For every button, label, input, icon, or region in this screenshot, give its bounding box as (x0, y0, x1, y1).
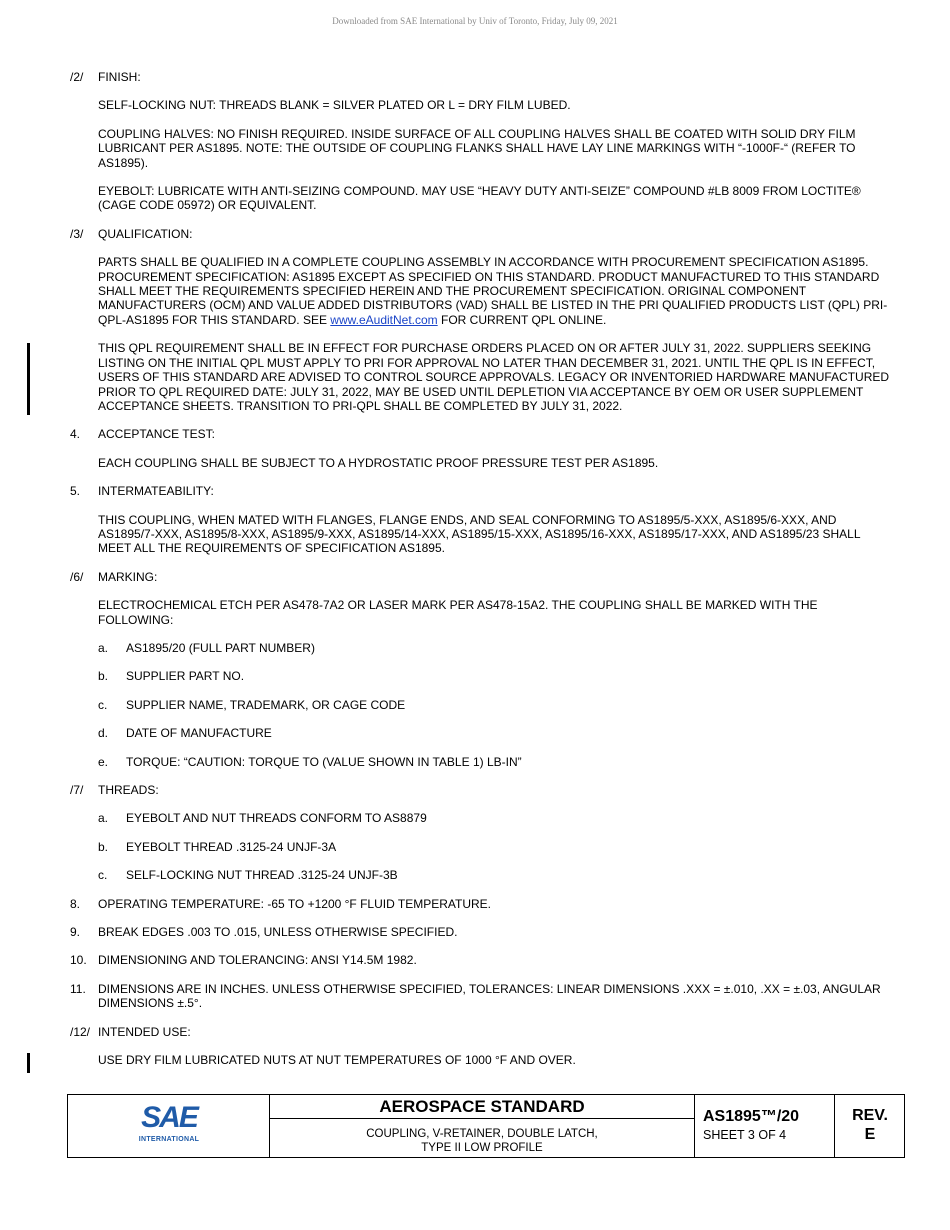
revision-label: REV. (852, 1107, 888, 1124)
note-paragraph: COUPLING HALVES: NO FINISH REQUIRED. INSIDE SURFACE OF ALL COUPLING HALVES SHALL BE COATED WITH SOLID DRY FILM LUBRICANT PER AS1895. NOTE: THE OUTSIDE OF COUPLING FLANKS SHALL HAVE LAY LINE MARKINGS WITH “-1000F-“ (REFER TO AS1895). (98, 126, 856, 170)
document-number-cell (695, 1095, 835, 1157)
note-number: /3/ (70, 226, 84, 241)
list-text: DATE OF MANUFACTURE (126, 726, 272, 741)
list-letter: b. (98, 669, 109, 684)
logo-text: SAE (141, 1101, 197, 1131)
list-item (98, 726, 890, 740)
note-number: 11. (70, 981, 86, 996)
list-text: AS1895/20 (FULL PART NUMBER) (126, 640, 315, 655)
list-text: SELF-LOCKING NUT THREAD .3125-24 UNJF-3B (126, 868, 398, 883)
note-paragraph: ELECTROCHEMICAL ETCH PER AS478-7A2 OR LASER MARK PER AS478-15A2. THE COUPLING SHALL BE MARKED WITH THE FOLLOWING: (98, 598, 818, 627)
document-title (270, 1119, 694, 1155)
note-acceptance-test (70, 427, 890, 470)
note-threads (70, 783, 890, 883)
list-text: SUPPLIER PART NO. (126, 669, 245, 684)
note-number: 9. (70, 925, 81, 940)
note-finish (70, 70, 890, 213)
note-break-edges (70, 925, 890, 939)
download-notice: Downloaded from SAE International by Univ of Toronto, Friday, July 09, 2021 (332, 16, 618, 26)
qualification-text: FOR CURRENT QPL ONLINE. (437, 312, 607, 327)
standard-type: AEROSPACE STANDARD (270, 1095, 694, 1119)
note-qualification (70, 227, 890, 413)
note-title: INTERMATEABILITY: (98, 484, 214, 499)
list-item (98, 641, 890, 655)
list-item (98, 811, 890, 825)
note-title: THREADS: (98, 783, 159, 797)
note-dimensioning (70, 953, 890, 967)
qualification-text: PARTS SHALL BE QUALIFIED IN A COMPLETE COUPLING ASSEMBLY IN ACCORDANCE WITH PROCUREMENT SPECIFICATION AS1895. PROCUREMENT SPECIFICATION: AS1895 EXCEPT AS SPECIFIED ON THIS STANDARD. PRODUCT MANUFACTURED TO THIS STANDARD SHALL MEET THE REQUIREMENTS SPECIFIED HEREIN AND THE PROCUREMENT SPECIFICATION. ORIGINAL COMPONENT MANUFACTURERS (OCM) AND VALUE ADDED DISTRIBUTORS (VAD) SHALL BE LISTED IN THE PRI QUALIFIED PRODUCTS LIST (QPL) PRI-QPL-AS1895 FOR THIS STANDARD. SEE (98, 255, 888, 327)
list-text: TORQUE: “CAUTION: TORQUE TO (VALUE SHOWN IN TABLE 1) LB-IN” (126, 754, 522, 769)
note-paragraph (98, 255, 890, 327)
note-number: /7/ (70, 783, 84, 797)
note-title: FINISH: (98, 70, 141, 84)
note-title: DIMENSIONING AND TOLERANCING: ANSI Y14.5M 1982. (98, 953, 417, 968)
note-number: /12/ (70, 1024, 91, 1039)
note-title: OPERATING TEMPERATURE: -65 TO +1200 °F FLUID TEMPERATURE. (98, 896, 491, 911)
revision-bar (27, 343, 30, 415)
list-item (98, 868, 890, 882)
note-paragraph: EYEBOLT: LUBRICATE WITH ANTI-SEIZING COMPOUND. MAY USE “HEAVY DUTY ANTI-SEIZE” COMPOUND #LB 8009 FROM LOCTITE® (CAGE CODE 05972) OR EQUIVALENT. (98, 184, 861, 213)
title-block (67, 1094, 905, 1158)
list-letter: c. (98, 868, 108, 883)
sheet-number: SHEET 3 OF 4 (703, 1128, 787, 1142)
note-number: 8. (70, 896, 81, 911)
list-item (98, 698, 890, 712)
notes-body (70, 70, 890, 1067)
logo-subtitle: INTERNATIONAL (138, 1136, 200, 1143)
revision-value: E (864, 1126, 876, 1143)
title-cell (270, 1095, 695, 1157)
title-line: TYPE II LOW PROFILE (421, 1142, 543, 1154)
sae-logo (136, 1101, 202, 1143)
list-letter: b. (98, 839, 109, 854)
note-number: /2/ (70, 70, 84, 84)
list-letter: e. (98, 754, 109, 769)
note-number: 10. (70, 953, 87, 968)
note-title: MARKING: (98, 569, 158, 584)
list-item (98, 840, 890, 854)
list-letter: d. (98, 726, 109, 741)
note-title: QUALIFICATION: (98, 226, 193, 241)
note-intermateability (70, 484, 890, 556)
note-number: /6/ (70, 569, 84, 584)
note-paragraph: SELF-LOCKING NUT: THREADS BLANK = SILVER PLATED OR L = DRY FILM LUBED. (98, 98, 571, 113)
note-number: 4. (70, 427, 81, 442)
note-title: ACCEPTANCE TEST: (98, 427, 215, 442)
note-operating-temperature (70, 897, 890, 911)
list-text: EYEBOLT AND NUT THREADS CONFORM TO AS8879 (126, 811, 427, 826)
note-paragraph: THIS QPL REQUIREMENT SHALL BE IN EFFECT FOR PURCHASE ORDERS PLACED ON OR AFTER JULY 31, 2022. SUPPLIERS SEEKING LISTING ON THE INITIAL QPL MUST APPLY TO PRI FOR APPROVAL NO LATER THAN DECEMBER 31, 2021. UNTIL THE QPL IS IN EFFECT, USERS OF THIS STANDARD ARE ADVISED TO CONTROL SOURCE APPROVALS. LEGACY OR INVENTORIED HARDWARE MANUFACTURED PRIOR TO QPL REQUIRED DATE: JULY 31, 2022, MAY BE USED UNTIL DEPLETION VIA ACCEPTANCE BY OEM OR USER SUPPLEMENT ACCEPTANCE SHEETS. TRANSITION TO PRI-QPL SHALL BE COMPLETED BY JULY 31, 2022. (98, 341, 890, 413)
threads-list (98, 811, 890, 882)
list-item (98, 669, 890, 683)
marking-list (98, 641, 890, 769)
eauditnet-link[interactable]: www.eAuditNet.com (330, 312, 438, 327)
list-letter: a. (98, 811, 109, 826)
revision-cell (835, 1095, 905, 1157)
note-paragraph: THIS COUPLING, WHEN MATED WITH FLANGES, FLANGE ENDS, AND SEAL CONFORMING TO AS1895/5-XXX, AS1895/6-XXX, AND AS1895/7-XXX, AS1895/8-XXX, AS1895/9-XXX, AS1895/14-XXX, AS1895/15-XXX, AS1895/16-XXX, AS1895/17-XXX, AND AS1895/23 SHALL MEET ALL THE REQUIREMENTS OF SPECIFICATION AS1895. (98, 512, 861, 556)
list-item (98, 755, 890, 769)
note-dimensions (70, 982, 890, 1011)
logo-cell (68, 1095, 270, 1157)
title-line: COUPLING, V-RETAINER, DOUBLE LATCH, (366, 1128, 598, 1140)
list-text: SUPPLIER NAME, TRADEMARK, OR CAGE CODE (126, 697, 406, 712)
list-text: EYEBOLT THREAD .3125-24 UNJF-3A (126, 839, 337, 854)
revision (835, 1095, 905, 1144)
list-letter: c. (98, 697, 108, 712)
note-title: BREAK EDGES .003 TO .015, UNLESS OTHERWISE SPECIFIED. (98, 925, 458, 940)
note-title: INTENDED USE: (98, 1024, 191, 1039)
note-title: DIMENSIONS ARE IN INCHES. UNLESS OTHERWISE SPECIFIED, TOLERANCES: LINEAR DIMENSIONS .XXX = ±.010, .XX = ±.03, ANGULAR DIMENSIONS ±.5°. (98, 981, 881, 1011)
document-number: AS1895™/20 (703, 1108, 800, 1125)
list-letter: a. (98, 640, 109, 655)
sae-logo-mark (136, 1101, 202, 1131)
note-marking (70, 570, 890, 769)
note-paragraph: EACH COUPLING SHALL BE SUBJECT TO A HYDROSTATIC PROOF PRESSURE TEST PER AS1895. (98, 455, 659, 470)
note-paragraph: USE DRY FILM LUBRICATED NUTS AT NUT TEMPERATURES OF 1000 °F AND OVER. (98, 1053, 576, 1068)
note-intended-use (70, 1025, 890, 1068)
note-number: 5. (70, 484, 81, 499)
revision-bar (27, 1053, 30, 1073)
